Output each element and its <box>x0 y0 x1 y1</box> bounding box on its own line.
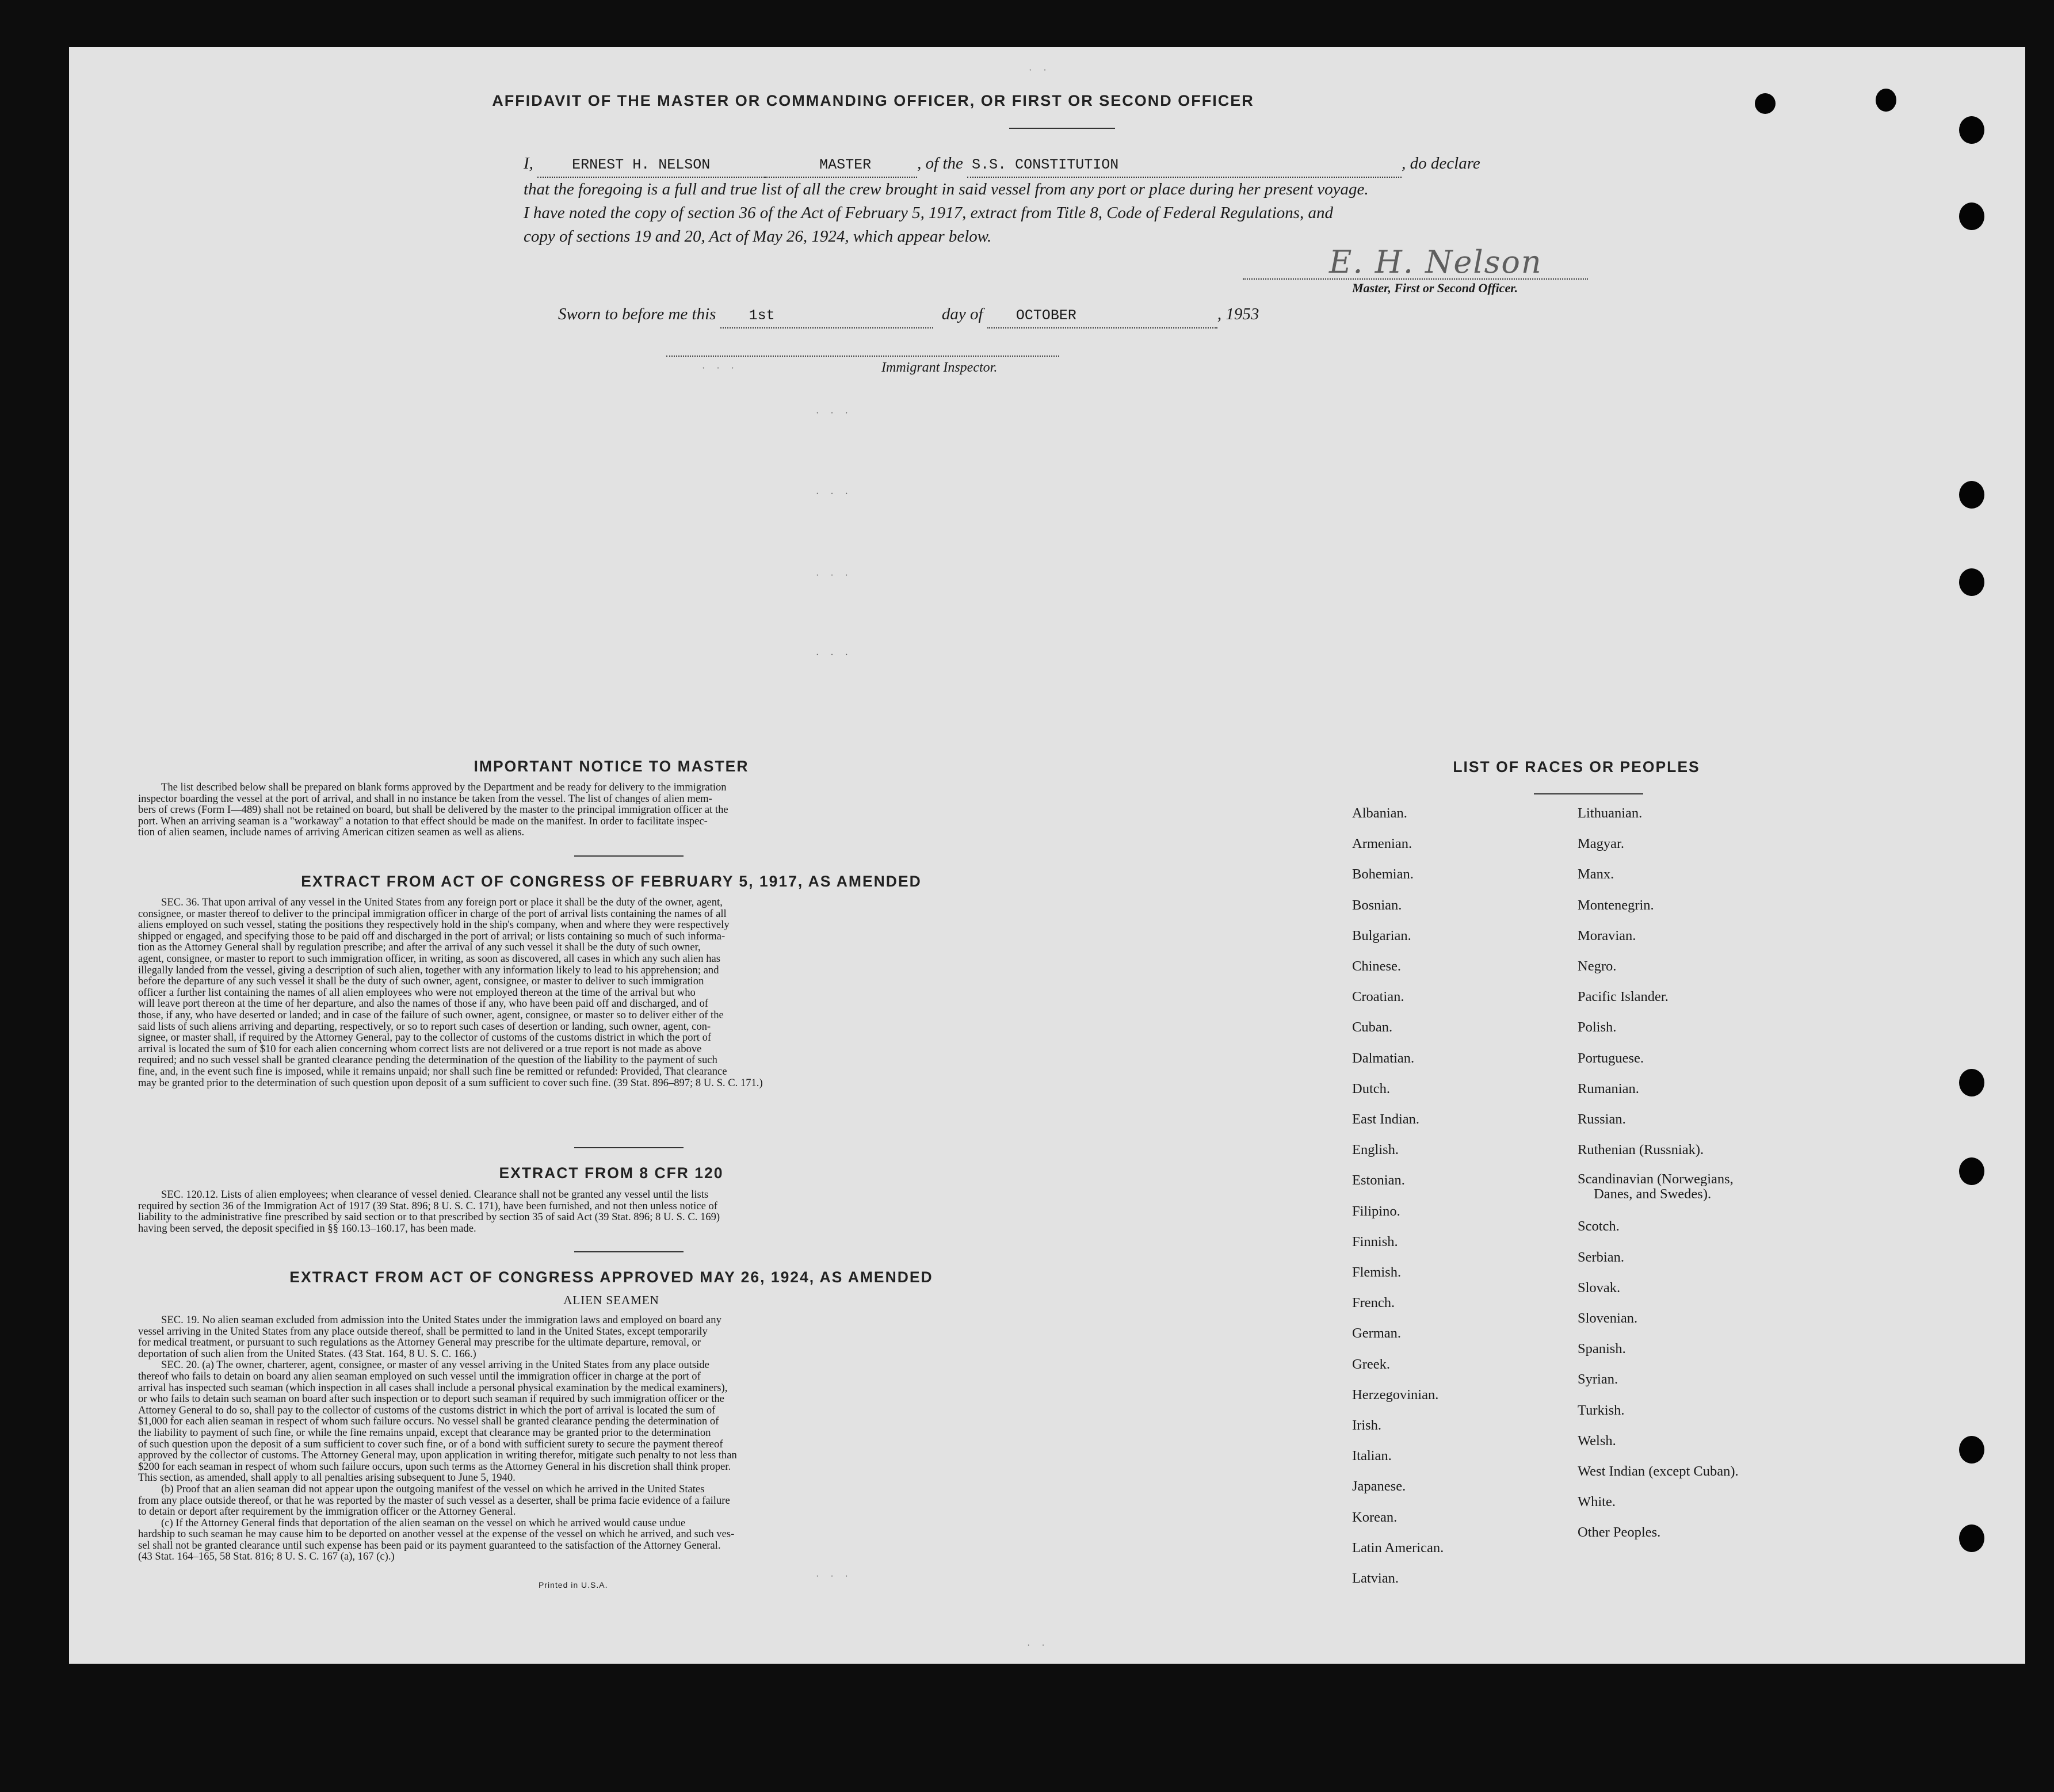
extract-line: those, if any, who have deserted or landed; and in case of the failure of such owner, agent, consignee, or master so to deliver either of the <box>138 1008 724 1021</box>
scan-marks: · · <box>1029 66 1051 75</box>
punch-hole <box>1959 202 1984 230</box>
extract-line: said lists of such aliens arriving and departing, respectively, or so to report such cases of desertion or landing, such owner, agent, con- <box>138 1020 711 1033</box>
race-item: Welsh. <box>1578 1432 1616 1449</box>
extract-line: vessel arriving in the United States from any place outside thereof, shall be permitted to land in the United States, except temporarily <box>138 1325 708 1338</box>
race-item: Polish. <box>1578 1019 1617 1036</box>
scan-marks: · · · <box>816 489 853 499</box>
extract-cfr-text <box>138 1189 1073 1234</box>
notice-line: tion of alien seamen, include names of arriving American citizen seamen as well as aliens. <box>138 826 525 839</box>
scan-marks: · · · <box>816 1572 853 1581</box>
race-item: Montenegrin. <box>1578 897 1654 913</box>
notice-title: IMPORTANT NOTICE TO MASTER <box>474 758 749 775</box>
extract-line: will leave port thereon at the time of her departure, and also the names of those if any, who have been paid off and discharged, and of <box>138 998 708 1010</box>
extract-line: aliens employed on such vessel, stating the positions they respectively hold in the ship's company, when and where they were respectively <box>138 919 730 931</box>
printed-note: Printed in U.S.A. <box>539 1580 608 1590</box>
extract-line: of such question upon the deposit of a sum sufficient to cover such fine, or of a bond with sufficient surety to secure the payment thereof <box>138 1438 723 1450</box>
master-rank: MASTER <box>819 156 872 173</box>
race-item: Albanian. <box>1352 805 1407 821</box>
extract-line: (b) Proof that an alien seaman did not appear upon the outgoing manifest of the vessel on which he arrived in the United States <box>161 1482 705 1495</box>
declaration <box>524 152 1669 249</box>
notice-text <box>138 782 1073 838</box>
notice-line: inspector boarding the vessel at the port of arrival, and shall in no instance be taken from the vessel. The list of changes of alien mem- <box>138 792 712 805</box>
extract-line: thereof who fails to detain on board any alien seaman employed on such vessel until the immigration officer in charge at the port of <box>138 1370 701 1382</box>
extract-line: arrival is located the sum of $10 for each alien concerning whom correct lists are not delivered or a true report is not made as above <box>138 1042 702 1055</box>
race-item: Latin American. <box>1352 1539 1444 1556</box>
extract-line: consignee, or master thereof to deliver to the principal immigration officer in charge of the port of arrival lists containing the names of all <box>138 907 727 920</box>
punch-hole <box>1959 481 1984 509</box>
punch-hole <box>1959 568 1984 596</box>
scan-marks: · · · <box>816 408 853 418</box>
extract-line: (43 Stat. 164–165, 58 Stat. 816; 8 U. S. C. 167 (a), 167 (c).) <box>138 1550 395 1563</box>
race-item: Irish. <box>1352 1417 1382 1434</box>
extract-line: SEC. 36. That upon arrival of any vessel in the United States from any foreign port or place it shall be the duty of the owner, agent, <box>161 896 723 908</box>
races-column-1 <box>1352 798 1444 1594</box>
extract-1924-subtitle: ALIEN SEAMEN <box>563 1293 659 1307</box>
extract-line: required; and no such vessel shall be granted clearance pending the determination of the question of the liability to the payment of such <box>138 1054 717 1067</box>
extract-line: illegally landed from the vessel, giving a description of such alien, together with any information likely to lead to his apprehension; and <box>138 964 719 976</box>
declaration-line-2: that the foregoing is a full and true list of all the crew brought in said vessel from any port or place during her present voyage. <box>524 180 1369 198</box>
extract-1917-title: EXTRACT FROM ACT OF CONGRESS OF FEBRUARY 5, 1917, AS AMENDED <box>301 873 922 890</box>
scan-marks: · · · <box>702 364 739 373</box>
vessel-field <box>967 152 1402 178</box>
vessel-name: S.S. CONSTITUTION <box>972 156 1119 173</box>
sworn-day: 1st <box>749 307 775 324</box>
extract-line: from any place outside thereof, or that he was reported by the master of such vessel as a deserter, shall be prima facie evidence of a failure <box>138 1494 730 1507</box>
race-item: Serbian. <box>1578 1249 1624 1265</box>
race-item: Armenian. <box>1352 836 1412 852</box>
sworn-year: , 1953 <box>1217 305 1259 323</box>
extract-line: $1,000 for each alien seaman in respect of whom such failure occurs. No vessel shall be granted clearance pending the determination of <box>138 1415 719 1428</box>
race-item: Slovak. <box>1578 1279 1621 1296</box>
punch-hole <box>1959 1524 1984 1552</box>
name-field <box>537 152 765 178</box>
race-item: English. <box>1352 1142 1399 1158</box>
race-item: Dutch. <box>1352 1080 1390 1096</box>
punch-hole <box>1755 93 1776 114</box>
extract-1924-text <box>138 1315 1073 1562</box>
race-item: Pacific Islander. <box>1578 989 1669 1005</box>
extract-line: required by section 36 of the Immigration Act of 1917 (39 Stat. 896; 8 U. S. C. 171), have been furnished, and not then unless notice of <box>138 1199 717 1212</box>
affidavit-title: AFFIDAVIT OF THE MASTER OR COMMANDING OFFICER, OR FIRST OR SECOND OFFICER <box>492 92 1254 109</box>
race-item: Negro. <box>1578 958 1617 975</box>
race-item: Herzegovinian. <box>1352 1386 1439 1403</box>
extract-line: tion as the Attorney General shall by regulation prescribe; and after the arrival of any such vessel it shall be the duty of such owner, <box>138 941 701 954</box>
declaration-line-4: copy of sections 19 and 20, Act of May 26, 1924, which appear below. <box>524 227 992 246</box>
section-divider <box>574 1147 684 1148</box>
extract-line: approved by the collector of customs. The Attorney General may, upon application in writing therefor, mitigate such penalty to not less than <box>138 1449 737 1462</box>
races-column-2 <box>1578 798 1739 1548</box>
race-item: Spanish. <box>1578 1341 1626 1357</box>
scan-marks: · · · <box>816 571 853 580</box>
race-item: Chinese. <box>1352 958 1402 975</box>
race-item: Cuban. <box>1352 1019 1393 1036</box>
extract-line: agent, consignee, or master to report to such immigration officer, in writing, as soon as discovered, all cases in which any such alien has <box>138 952 720 965</box>
race-item: Lithuanian. <box>1578 805 1643 821</box>
extract-line: having been served, the deposit specified in §§ 160.13–160.17, has been made. <box>138 1222 476 1235</box>
race-item: Bulgarian. <box>1352 927 1411 943</box>
race-item: Portuguese. <box>1578 1050 1644 1066</box>
punch-hole <box>1959 1157 1984 1185</box>
signature-line <box>1243 278 1588 280</box>
sworn-line: Sworn to before me this 1st day of OCTOBER , 1953 <box>558 303 1259 328</box>
race-item: Magyar. <box>1578 836 1624 852</box>
race-item: Bohemian. <box>1352 866 1414 882</box>
race-item: Rumanian. <box>1578 1080 1639 1096</box>
extract-line: for medical treatment, or pursuant to such regulations as the Attorney General may prescribe for the ultimate departure, removal, or <box>138 1336 701 1349</box>
notice-line: port. When an arriving seaman is a "workaway" a notation to that effect should be made on the manifest. In order to facilitate inspec- <box>138 815 708 827</box>
race-item: Croatian. <box>1352 989 1404 1005</box>
extract-line: fine, and, in the event such fine is imposed, while it remains unpaid; nor shall such fine be remitted or refunded: Provided, That clearance <box>138 1065 727 1078</box>
inspector-signature-line <box>666 356 1059 357</box>
race-item: Greek. <box>1352 1356 1390 1372</box>
punch-hole <box>1959 1436 1984 1464</box>
extract-line: to detain or deport after requirement by the immigration officer or the Attorney General. <box>138 1506 516 1518</box>
extract-line: before the departure of any such vessel it shall be the duty of such owner, agent, consignee, or master to deliver to such immigration <box>138 975 704 988</box>
extract-line: liability to the administrative fine prescribed by said section or to that prescribed by section 35 of said Act (39 Stat. 896; 8 U. S. C. 169) <box>138 1211 720 1224</box>
race-item: Moravian. <box>1578 927 1636 943</box>
race-item: Dalmatian. <box>1352 1050 1415 1066</box>
document-page <box>69 47 2025 1664</box>
extract-line: officer a further list containing the names of all alien employees who were not employed thereon at the time of the arrival but who <box>138 986 696 999</box>
extract-line: Attorney General to do so, shall pay to the collector of customs of the customs district in which the port of arrival is located the sum of <box>138 1404 716 1416</box>
rank-field <box>765 152 917 178</box>
race-item: Estonian. <box>1352 1172 1405 1189</box>
race-item: Filipino. <box>1352 1203 1400 1219</box>
extract-line: (c) If the Attorney General finds that deportation of the alien seaman on the vessel on which he arrived would cause undue <box>161 1516 686 1529</box>
master-name: ERNEST H. NELSON <box>572 156 711 173</box>
races-title: LIST OF RACES OR PEOPLES <box>1453 758 1700 775</box>
notice-line: The list described below shall be prepared on blank forms approved by the Department and be ready for delivery to the immigration <box>161 781 727 793</box>
race-item: Other Peoples. <box>1578 1524 1661 1541</box>
race-item: Korean. <box>1352 1509 1398 1525</box>
extract-line: SEC. 20. (a) The owner, charterer, agent, consignee, or master of any vessel arriving in the United States from any place outside <box>161 1359 709 1371</box>
race-item: Manx. <box>1578 866 1614 882</box>
notice-line: bers of crews (Form I—489) shall not be retained on board, but shall be delivered by the master to the principal immigration officer at the <box>138 804 728 816</box>
extract-line: shipped or engaged, and specifying those to be paid off and discharged in the port of arrival; or lists containing so much of such informa- <box>138 930 726 942</box>
race-item: White. <box>1578 1494 1616 1510</box>
race-item: Slovenian. <box>1578 1310 1638 1327</box>
races-divider <box>1534 793 1643 794</box>
extract-line: SEC. 120.12. Lists of alien employees; when clearance of vessel denied. Clearance shall not be granted any vessel until the lists <box>161 1189 709 1201</box>
section-divider <box>574 1251 684 1252</box>
extract-line: arrival has inspected such seaman (which inspection in all cases shall include a personal physical examination by the medical examiners), <box>138 1381 728 1394</box>
punch-hole <box>1959 1069 1984 1096</box>
declaration-line-1: I, ERNEST H. NELSON MASTER , of the S.S. CONSTITUTION , do declare <box>524 152 1669 178</box>
scan-marks: · · · <box>816 650 853 660</box>
month-field <box>987 303 1217 328</box>
title-divider <box>1009 128 1115 129</box>
race-item: East Indian. <box>1352 1111 1420 1128</box>
race-item: German. <box>1352 1325 1402 1342</box>
race-item: Turkish. <box>1578 1402 1625 1418</box>
race-item: Italian. <box>1352 1448 1392 1464</box>
extract-line: hardship to such seaman he may cause him to be deported on another vessel at the expense of the vessel on which he arrived, and such ves- <box>138 1528 735 1541</box>
race-item: Bosnian. <box>1352 897 1402 913</box>
punch-hole <box>1876 89 1896 112</box>
race-item: Flemish. <box>1352 1264 1402 1281</box>
extract-line: signee, or master shall, if required by the Attorney General, pay to the collector of customs of the customs district in which the port of <box>138 1031 712 1044</box>
extract-line: This section, as amended, shall apply to all penalties arising subsequent to June 5, 1940. <box>138 1472 516 1484</box>
sworn-month: OCTOBER <box>1015 307 1076 324</box>
extract-line: $200 for each seaman in respect of whom such failure occurs, upon such terms as the Attorney General in his discretion shall think proper. <box>138 1460 731 1473</box>
extract-line: SEC. 19. No alien seaman excluded from admission into the United States under the immigration laws and employed on board any <box>161 1314 721 1326</box>
extract-line: or who fails to detain such seaman on board after such inspection or to deport such seaman if required by such immigration officer or the <box>138 1393 724 1405</box>
extract-1917-text <box>138 897 1073 1088</box>
extract-line: sel shall not be granted clearance until such expense has been paid or its payment guaranteed to the satisfaction of the Attorney General. <box>138 1539 721 1552</box>
extract-line: deportation of such alien from the United States. (43 Stat. 164, 8 U. S. C. 166.) <box>138 1347 476 1360</box>
race-item: West Indian (except Cuban). <box>1578 1464 1739 1480</box>
punch-hole <box>1959 116 1984 144</box>
extract-line: may be granted prior to the determination of such question upon deposit of a sum sufficient to cover such fine. (39 Stat. 896–897; 8 U. S. C. 171.) <box>138 1076 763 1089</box>
extract-line: the liability to payment of such fine, or while the fine remains unpaid, except that clearance may be granted prior to the determination <box>138 1426 711 1439</box>
race-item: Ruthenian (Russniak). <box>1578 1142 1704 1158</box>
race-item-scandinavian: Scandinavian (Norwegians, Danes, and Swedes). <box>1578 1171 1734 1202</box>
race-item: Russian. <box>1578 1111 1626 1128</box>
signature-caption: Master, First or Second Officer. <box>1352 281 1518 295</box>
race-item: Latvian. <box>1352 1571 1399 1587</box>
declaration-line-3: I have noted the copy of section 36 of the Act of February 5, 1917, extract from Title 8, Code of Federal Regulations, and <box>524 204 1334 222</box>
race-item: Finnish. <box>1352 1233 1398 1250</box>
day-field <box>720 303 933 328</box>
extract-1924-title: EXTRACT FROM ACT OF CONGRESS APPROVED MAY 26, 1924, AS AMENDED <box>289 1268 933 1286</box>
race-item: French. <box>1352 1295 1395 1311</box>
master-signature: E. H. Nelson <box>1329 244 1543 280</box>
extract-cfr-title: EXTRACT FROM 8 CFR 120 <box>499 1164 724 1182</box>
section-divider <box>574 855 684 857</box>
race-item: Scotch. <box>1578 1218 1620 1235</box>
race-item: Japanese. <box>1352 1478 1406 1495</box>
race-item: Syrian. <box>1578 1371 1618 1388</box>
inspector-caption: Immigrant Inspector. <box>881 360 998 375</box>
scan-marks: · · <box>1027 1641 1049 1650</box>
